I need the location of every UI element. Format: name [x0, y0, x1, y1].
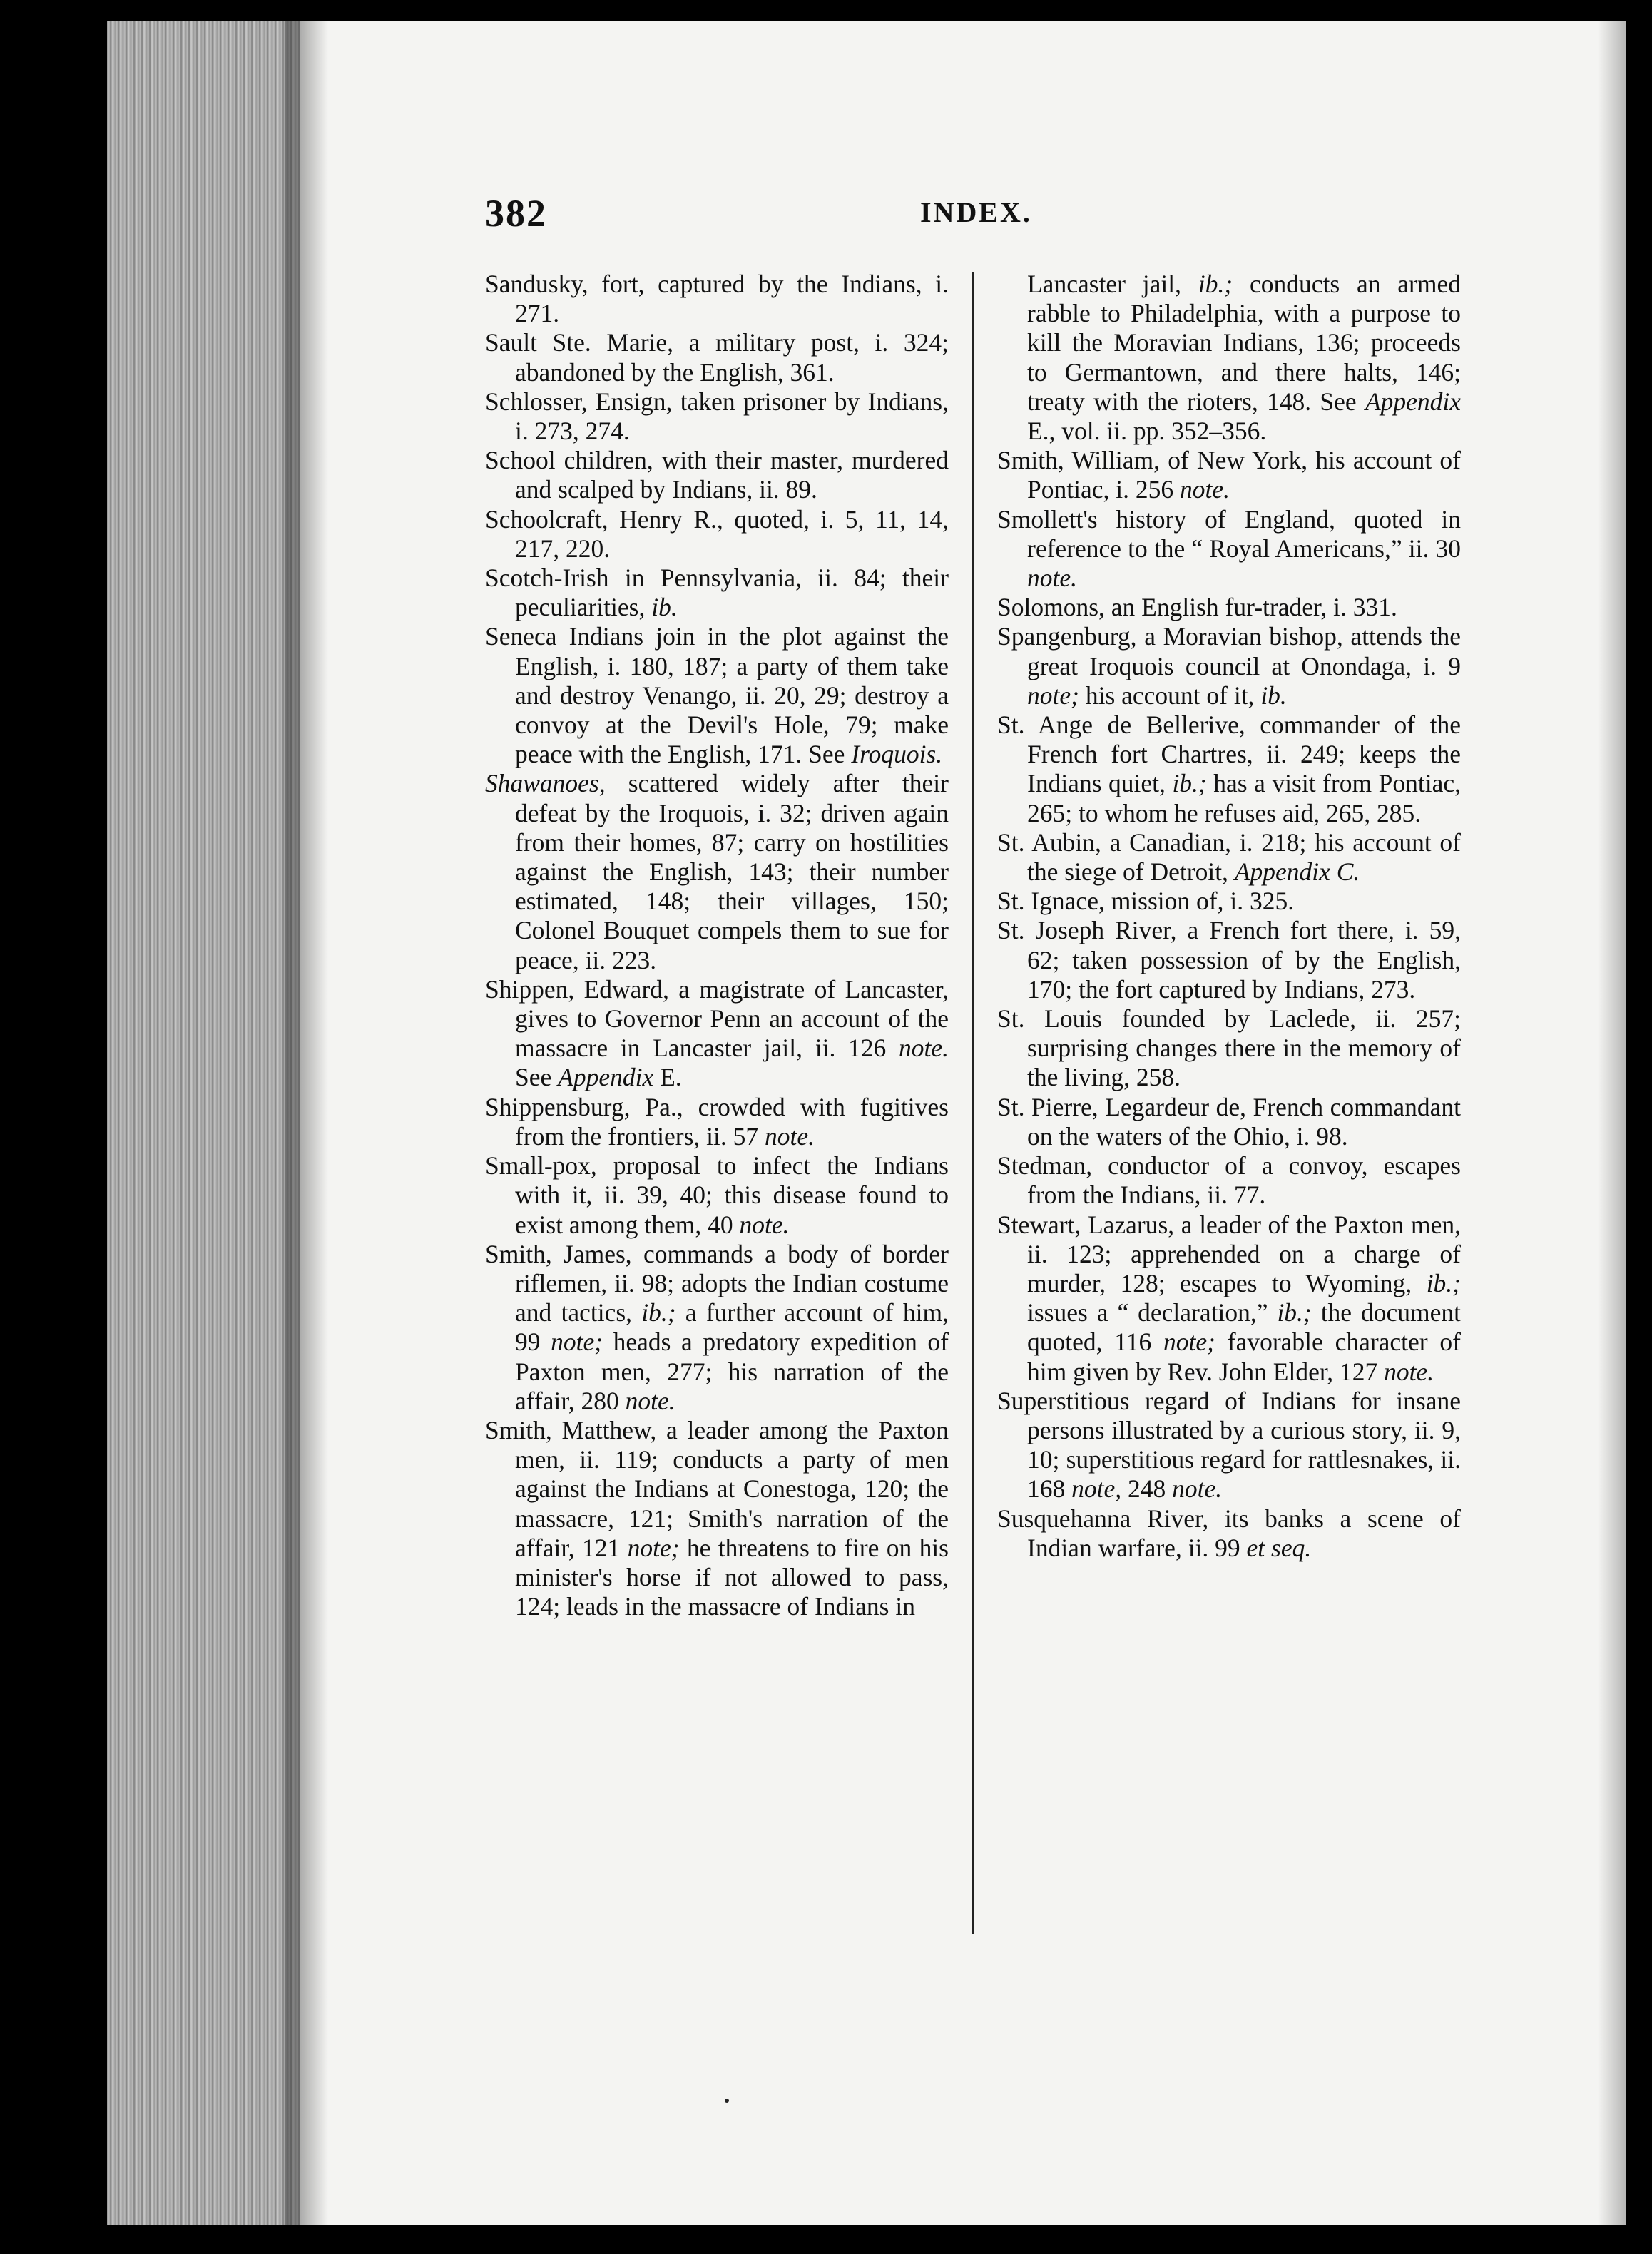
index-entry-italic-text: Appendix [1365, 387, 1461, 416]
index-entry [997, 828, 1461, 887]
running-head: INDEX. [920, 196, 1032, 228]
index-entry [997, 916, 1461, 1004]
index-entry-text: Spangenburg, a Moravian bishop, attends the great Iroquois council at Onondaga, i. 9 [997, 622, 1461, 680]
index-entry [997, 446, 1461, 504]
index-entry [485, 975, 949, 1093]
index-entry-italic-text: note. [625, 1386, 675, 1415]
index-entry-text: a further account of him, 99 [515, 1298, 949, 1357]
index-entry [485, 1093, 949, 1151]
binding-shadow [285, 21, 328, 2225]
index-entry-text: Solomons, an English fur-trader, i. 331. [997, 593, 1397, 622]
index-entry-text: conducts an armed rabble to Philadelphia, with a purpose to kill the Moravian Indians, 136; proceeds to Germantown, and there halts, 146; treaty with the rioters, 148. See [1027, 270, 1461, 416]
index-entry-text: favorable character of him given by Rev. John Elder, 127 [1027, 1327, 1461, 1386]
index-entry-text: Lancaster jail, [1027, 270, 1198, 298]
index-entry-text: St. Joseph River, a French fort there, i. 59, 62; taken possession of by the English, 170; the fort captured by Indians, 273. [997, 916, 1461, 1004]
index-entry-text: St. Aubin, a Canadian, i. 218; his account of the siege of Detroit, [997, 827, 1461, 887]
index-entry-italic-text: et seq. [1246, 1533, 1312, 1562]
index-entry-italic-text: note; [627, 1533, 680, 1562]
index-entry-text: Seneca Indians join in the plot against the English, i. 180, 187; a party of them take and destroy Venango, ii. 20, 29; destroy a convoy at the Devil's Hole, 79; make peace with the English, 171. See [485, 622, 949, 769]
index-entry-text: Shippensburg, Pa., crowded with fugitives from the frontiers, ii. 57 [485, 1092, 949, 1151]
index-entry-text: the document quoted, 116 [1027, 1298, 1461, 1357]
index-entry [997, 1151, 1461, 1210]
index-entry-text: 248 [1121, 1474, 1173, 1504]
index-entry-italic-text: note. [765, 1121, 815, 1151]
index-entry-text: Superstitious regard of Indians for insane persons illustrated by a curious story, ii. 9, 10; superstitious regard for rattlesnakes, ii. 168 [997, 1386, 1461, 1504]
index-entry-italic-text: Appendix [558, 1063, 654, 1092]
book-page [107, 21, 1626, 2225]
index-entry [485, 622, 949, 769]
index-entry-italic-text: Appendix C. [1234, 857, 1360, 887]
index-entry [485, 446, 949, 504]
index-entry [485, 1151, 949, 1240]
index-entry-text: E. [653, 1063, 682, 1092]
index-entry-text: Smith, James, commands a body of border riflemen, ii. 98; adopts the Indian costume and tactics, [485, 1239, 949, 1327]
index-entry-text: issues a “ declaration,” [1027, 1298, 1278, 1327]
index-entry-italic-text: note; [1027, 680, 1079, 710]
index-entry-italic-text: note; [1163, 1327, 1215, 1357]
page-number: 382 [485, 192, 547, 235]
index-entry-text: St. Pierre, Legardeur de, French commandant on the waters of the Ohio, i. 98. [997, 1092, 1461, 1151]
index-entry [485, 564, 949, 622]
index-entry-text: St. Ange de Bellerive, commander of the French fort Chartres, ii. 249; keeps the Indians quiet, [997, 710, 1461, 798]
index-entry [997, 505, 1461, 593]
index-entry [997, 1004, 1461, 1093]
index-entry-text: Susquehanna River, its banks a scene of Indian warfare, ii. 99 [997, 1504, 1461, 1562]
index-entry [997, 1387, 1461, 1504]
index-entry-italic-text: ib.; [1277, 1298, 1312, 1327]
index-entry-text: Shippen, Edward, a magistrate of Lancaster, gives to Governor Penn an account of the massacre in Lancaster jail, ii. 126 [485, 974, 949, 1063]
index-entry-text: St. Louis founded by Laclede, ii. 257; surprising changes there in the memory of the living, 258. [997, 1004, 1461, 1092]
page-speck [725, 2099, 729, 2103]
index-entry-italic-text: note; [551, 1327, 603, 1357]
index-entry-text: his account of it, [1079, 680, 1261, 710]
index-entry-text: St. Ignace, mission of, i. 325. [997, 887, 1295, 916]
index-entry-text: Smith, William, of New York, his account of Pontiac, i. 256 [997, 446, 1461, 504]
index-entry-text: See [515, 1063, 559, 1092]
index-entry-text: Schoolcraft, Henry R., quoted, i. 5, 11, 14, 217, 220. [485, 504, 949, 563]
index-entry-italic-text: ib.; [1426, 1268, 1461, 1297]
index-entry-italic-text: ib.; [641, 1298, 676, 1327]
index-entry-italic-text: ib.; [1198, 270, 1233, 298]
index-column-right [997, 270, 1461, 1563]
index-entry [997, 1504, 1461, 1563]
index-entry-italic-text: note. [1384, 1357, 1434, 1386]
index-entry [485, 769, 949, 974]
index-entry-italic-text: ib.; [1172, 769, 1207, 798]
index-entry-italic-text: Iroquois. [851, 740, 943, 769]
index-entry-text: scattered widely after their defeat by the Iroquois, i. 32; driven again from their homes, 87; carry on hostilities against the English, 143; their number estimated, 148; their villages, 150; Colonel Bouquet compels them to sue for peace, ii. 223. [515, 769, 949, 974]
index-entry-italic-text: ib. [1260, 680, 1287, 710]
index-entry-italic-text: ib. [651, 593, 678, 622]
index-entry [997, 887, 1461, 916]
index-entry-italic-text: Shawanoes, [485, 769, 606, 798]
index-entry [997, 593, 1461, 622]
right-edge-shadow [1598, 21, 1626, 2225]
index-entry-text: Smith, Matthew, a leader among the Paxton men, ii. 119; conducts a party of men against the Indians at Conestoga, 120; the massacre, 121; Smith's narration of the affair, 121 [485, 1415, 949, 1562]
index-entry [997, 1210, 1461, 1387]
page-edge-stack [107, 21, 300, 2225]
column-divider [972, 272, 974, 1934]
index-entry [485, 328, 949, 387]
index-entry [485, 1240, 949, 1416]
index-entry [485, 1416, 949, 1621]
index-entry-italic-text: note. [1172, 1474, 1223, 1504]
index-entry-text: Stewart, Lazarus, a leader of the Paxton men, ii. 123; apprehended on a charge of murder, 128; escapes to Wyoming, [997, 1210, 1461, 1297]
index-entry-italic-text: note. [1179, 475, 1230, 504]
index-entry-text: Schlosser, Ensign, taken prisoner by Indians, i. 273, 274. [485, 387, 949, 446]
index-entry-text: Scotch-Irish in Pennsylvania, ii. 84; their peculiarities, [485, 564, 949, 622]
index-entry [485, 270, 949, 328]
index-entry-text: Stedman, conductor of a convoy, escapes from the Indians, ii. 77. [997, 1151, 1461, 1210]
index-entry-text: Small-pox, proposal to infect the Indians with it, ii. 39, 40; this disease found to exist among them, 40 [485, 1151, 949, 1239]
index-entry-text: E., vol. ii. pp. 352–356. [1027, 417, 1267, 446]
index-entry-text: he threatens to fire on his minister's horse if not allowed to pass, 124; leads in the massacre of Indians in [515, 1533, 949, 1621]
index-entry-italic-text: note. [739, 1210, 790, 1239]
index-entry [997, 622, 1461, 710]
index-entry-text: heads a predatory expedition of Paxton men, 277; his narration of the affair, 280 [515, 1327, 949, 1415]
index-entry-text: Sault Ste. Marie, a military post, i. 324; abandoned by the English, 361. [485, 328, 949, 387]
index-entry-italic-text: note. [1027, 564, 1077, 593]
index-entry-text: Smollett's history of England, quoted in reference to the “ Royal Americans,” ii. 30 [997, 504, 1461, 563]
index-entry [997, 710, 1461, 828]
index-entry [485, 505, 949, 564]
index-column-left [485, 270, 949, 1621]
index-entry-text: has a visit from Pontiac, 265; to whom he refuses aid, 265, 285. [1027, 769, 1461, 827]
index-entry-text: School children, with their master, murdered and scalped by Indians, ii. 89. [485, 446, 949, 504]
index-entry-italic-text: note. [899, 1034, 949, 1063]
index-entry [485, 387, 949, 446]
index-entry [997, 1093, 1461, 1151]
index-entry-italic-text: note, [1071, 1474, 1122, 1504]
index-entry-text: Sandusky, fort, captured by the Indians, i. 271. [485, 270, 949, 328]
index-entry [997, 270, 1461, 446]
